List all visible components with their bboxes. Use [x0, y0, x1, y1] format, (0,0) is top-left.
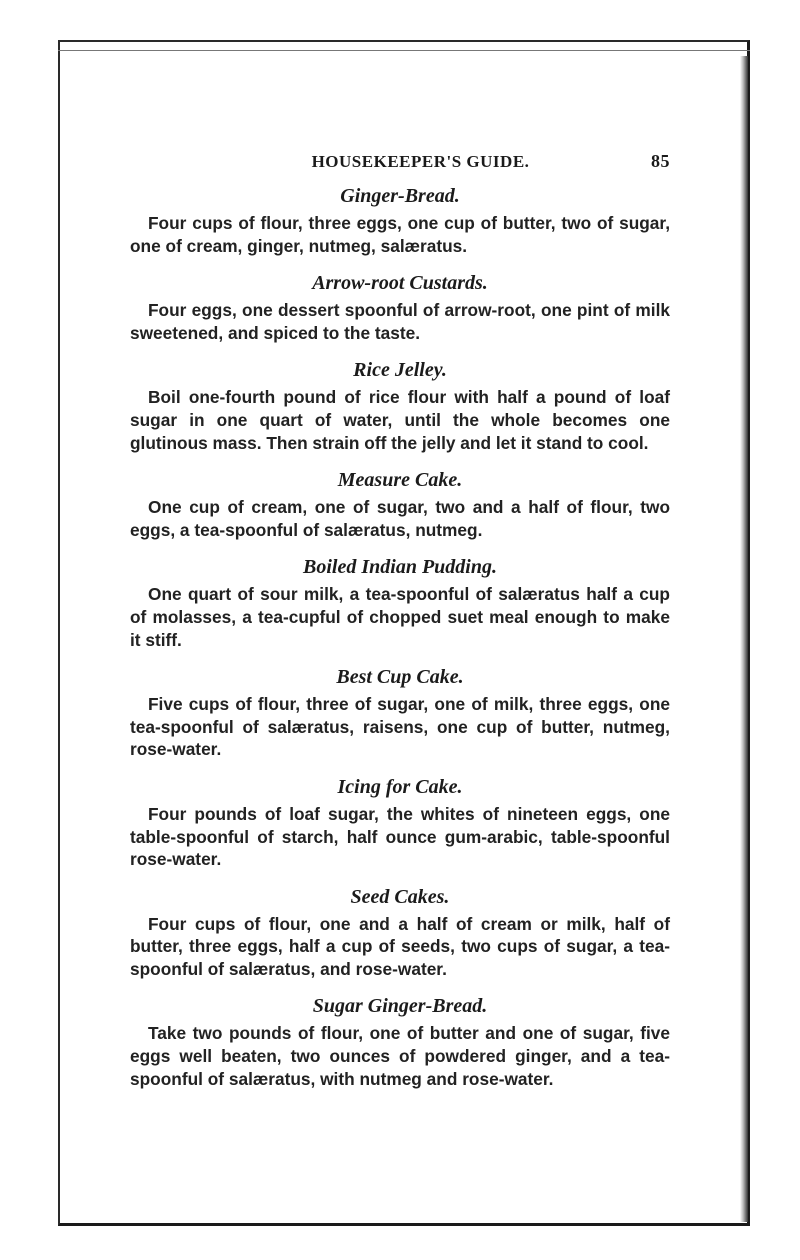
recipe-title: Seed Cakes.	[350, 885, 450, 908]
recipe-measure-cake	[130, 468, 670, 541]
recipe-title: Rice Jelley.	[353, 359, 447, 382]
recipe-best-cup-cake	[130, 665, 670, 761]
recipe-title: Best Cup Cake.	[336, 666, 464, 689]
top-rule	[58, 50, 750, 51]
recipe-arrow-root-custards	[130, 271, 670, 344]
recipe-sugar-ginger-bread	[130, 994, 670, 1090]
recipe-title: Icing for Cake.	[337, 775, 463, 798]
recipe-seed-cakes	[130, 885, 670, 981]
recipe-boiled-indian-pudding	[130, 555, 670, 651]
recipe-body: One cup of cream, one of sugar, two and a half of flour, two eggs, a tea-spoonful of salæratus, nutmeg.	[130, 497, 670, 540]
recipe-title: Arrow-root Custards.	[312, 272, 488, 295]
recipe-title: Boiled Indian Pudding.	[303, 556, 497, 579]
recipe-icing-for-cake	[130, 775, 670, 871]
recipe-body: Four eggs, one dessert spoonful of arrow-root, one pint of milk sweetened, and spiced to the taste.	[130, 300, 670, 343]
recipe-title: Measure Cake.	[337, 469, 463, 492]
recipe-body: Take two pounds of flour, one of butter and one of sugar, five eggs well beaten, two ounces of powdered ginger, and a tea-spoonful of salæratus, with nutmeg and rose-water.	[130, 1023, 670, 1089]
recipe-body: Five cups of flour, three of sugar, one of milk, three eggs, one tea-spoonful of salæratus, raisens, one cup of butter, nutmeg, rose-water.	[130, 694, 670, 760]
recipe-title: Ginger-Bread.	[340, 185, 460, 207]
binding-shadow	[740, 56, 748, 1222]
recipe-body: Four cups of flour, one and a half of cream or milk, half of butter, three eggs, half a cup of seeds, two cups of sugar, a tea-spoonful of salæratus, and rose-water.	[130, 913, 670, 979]
recipe-body: Four cups of flour, three eggs, one cup of butter, two of sugar, one of cream, ginger, nutmeg, salæratus.	[130, 213, 670, 256]
recipe-body: Four pounds of loaf sugar, the whites of nineteen eggs, one table-spoonful of starch, half ounce gum-arabic, table-spoonful rose-water.	[130, 803, 670, 870]
recipe-body: Boil one-fourth pound of rice flour with half a pound of loaf sugar in one quart of water, until the whole becomes one glutinous mass. Then strain off the jelly and let it stand to cool.	[130, 387, 670, 453]
recipe-body: One quart of sour milk, a tea-spoonful of salæratus half a cup of molasses, a tea-cupful of chopped suet meal enough to make it stiff.	[130, 584, 670, 650]
page-content	[130, 151, 670, 1104]
running-header	[130, 151, 670, 172]
running-title: HOUSEKEEPER'S GUIDE.	[311, 152, 530, 171]
recipe-rice-jelley	[130, 358, 670, 454]
recipe-title: Sugar Ginger-Bread.	[312, 995, 488, 1018]
page-number: 85	[650, 151, 670, 171]
recipe-ginger-bread	[130, 184, 670, 257]
